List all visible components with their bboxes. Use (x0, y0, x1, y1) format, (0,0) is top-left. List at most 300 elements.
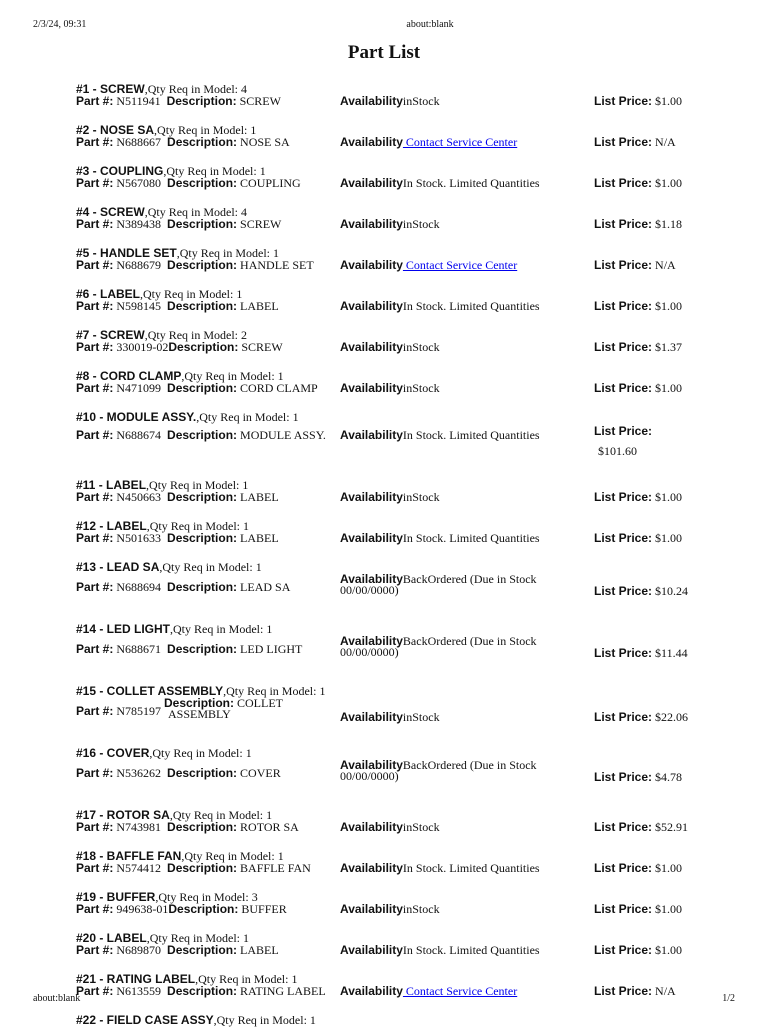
description-value: BAFFLE FAN (237, 861, 311, 875)
part-name: #14 - LED LIGHT (76, 622, 171, 636)
qty-text: ,Qty Req in Model: 1 (149, 746, 252, 760)
availability-value: inStock (402, 217, 440, 231)
part-entry (76, 1013, 696, 1029)
availability-value: In Stock. Limited Quantities (402, 299, 540, 313)
part-name: #1 - SCREW (76, 82, 145, 96)
part-list (76, 82, 696, 1029)
list-price-value: $1.00 (652, 176, 683, 190)
list-price-label: List Price: (594, 861, 653, 875)
qty-text: ,Qty Req in Model: 1 (146, 931, 250, 945)
description-value: LEAD SA (237, 580, 291, 594)
qty-text: ,Qty Req in Model: 1 (146, 519, 250, 533)
part-no-value: N743981 (113, 820, 162, 834)
price-cell (594, 342, 682, 353)
part-entry (76, 972, 696, 999)
availability-label: Availability (340, 258, 403, 272)
part-details (76, 574, 696, 608)
price-cell (594, 301, 682, 312)
description-value: LABEL (237, 490, 279, 504)
part-no-value: N688667 (113, 135, 162, 149)
part-name: #2 - NOSE SA (76, 123, 155, 137)
description-label: Description: (167, 299, 238, 313)
availability-label: Availability (340, 710, 403, 724)
list-price-label: List Price: (594, 943, 653, 957)
part-entry (76, 684, 696, 732)
part-name: #3 - COUPLING (76, 164, 164, 178)
availability-cell (340, 574, 537, 596)
availability-label: Availability (340, 634, 403, 648)
description-label: Description: (167, 258, 238, 272)
list-price-label: List Price: (594, 299, 653, 313)
qty-text: ,Qty Req in Model: 1 (181, 849, 284, 863)
description-value: LABEL (237, 943, 279, 957)
part-no-label: Part #: (76, 531, 114, 545)
part-number-cell (76, 863, 311, 874)
availability-label: Availability (340, 943, 403, 957)
part-number-cell (76, 822, 299, 833)
availability-value: In Stock. Limited Quantities (402, 176, 540, 190)
description-value: SCREW (236, 94, 281, 108)
availability-cell (340, 760, 537, 782)
availability-label: Availability (340, 758, 403, 772)
part-entry (76, 246, 696, 273)
availability-cell (340, 96, 440, 107)
availability-value: BackOrdered (Due in Stock (402, 572, 537, 586)
part-details (76, 533, 696, 546)
part-no-value: N598145 (113, 299, 162, 313)
part-number-cell (76, 582, 290, 593)
availability-cell (340, 383, 440, 394)
qty-text: ,Qty Req in Model: 1 (223, 684, 326, 698)
availability-label: Availability (340, 94, 403, 108)
page-title: Part List (347, 42, 421, 63)
part-no-label: Part #: (76, 642, 114, 656)
part-heading (76, 410, 696, 424)
part-entry (76, 890, 696, 917)
part-name: #20 - LABEL (76, 931, 147, 945)
part-no-label: Part #: (76, 766, 114, 780)
description-value: HANDLE SET (237, 258, 314, 272)
part-entry (76, 560, 696, 608)
availability-value: In Stock. Limited Quantities (402, 531, 540, 545)
availability-label: Availability (340, 176, 403, 190)
availability-label: Availability (340, 861, 403, 875)
price-cell (594, 260, 676, 271)
part-no-value: N511941 (113, 94, 161, 108)
description-label: Description: (168, 340, 239, 354)
part-name: #6 - LABEL (76, 287, 141, 301)
part-details (76, 137, 696, 150)
part-no-label: Part #: (76, 861, 114, 875)
availability-value: BackOrdered (Due in Stock (402, 634, 537, 648)
part-details (76, 863, 696, 876)
availability-cell (340, 712, 440, 723)
list-price-value: $52.91 (652, 820, 689, 834)
part-number-cell (76, 986, 326, 997)
availability-value: inStock (402, 490, 440, 504)
part-details (76, 260, 696, 273)
part-no-label: Part #: (76, 299, 114, 313)
part-no-label: Part #: (76, 984, 114, 998)
price-cell (594, 96, 682, 107)
part-number-cell (76, 768, 281, 779)
description-label: Description: (167, 531, 238, 545)
part-entry (76, 410, 696, 464)
part-number-cell (76, 342, 283, 353)
availability-cell (340, 533, 540, 544)
part-details (76, 383, 696, 396)
part-details (76, 760, 696, 794)
qty-text: ,Qty Req in Model: 1 (146, 478, 249, 492)
price-cell (594, 822, 688, 833)
description-value: RATING LABEL (237, 984, 326, 998)
description-label: Description: (168, 902, 239, 916)
part-entry (76, 519, 696, 546)
description-label: Description: (167, 490, 238, 504)
availability-cell (340, 492, 440, 503)
list-price-label: List Price: (594, 424, 653, 438)
list-price-value: $1.00 (652, 490, 683, 504)
qty-text: ,Qty Req in Model: 2 (144, 328, 248, 342)
price-cell (594, 137, 676, 148)
description-value: NOSE SA (237, 135, 290, 149)
part-details (76, 492, 696, 505)
description-label: Description: (167, 135, 238, 149)
part-no-value: N567080 (113, 176, 162, 190)
part-no-label: Part #: (76, 820, 114, 834)
part-number-cell (76, 706, 161, 717)
part-name: #18 - BAFFLE FAN (76, 849, 182, 863)
part-name: #19 - BUFFER (76, 890, 156, 904)
qty-text: ,Qty Req in Model: 1 (170, 622, 273, 636)
part-no-value: N389438 (113, 217, 162, 231)
part-entry (76, 931, 696, 958)
footer-url: about:blank (33, 993, 81, 1004)
description-label: Description: (166, 94, 237, 108)
availability-cell (340, 342, 440, 353)
list-price-value: $1.00 (652, 861, 683, 875)
part-heading (76, 1013, 696, 1027)
availability-label: Availability (340, 572, 403, 586)
part-no-value: N689870 (113, 943, 162, 957)
list-price-value: $1.00 (652, 943, 683, 957)
description-label: Description: (164, 696, 235, 710)
part-no-value: N688679 (113, 258, 162, 272)
availability-cell (340, 945, 540, 956)
availability-value: BackOrdered (Due in Stock (402, 758, 537, 772)
availability-label: Availability (340, 902, 403, 916)
part-details (76, 424, 696, 464)
part-name: #13 - LEAD SA (76, 560, 160, 574)
part-number-cell (76, 904, 287, 915)
price-cell (594, 772, 682, 783)
part-entry (76, 478, 696, 505)
price-cell (594, 426, 652, 457)
availability-cell (340, 822, 440, 833)
part-name: #7 - SCREW (76, 328, 145, 342)
description-value: LABEL (237, 531, 279, 545)
list-price-value: N/A (652, 984, 676, 998)
part-no-value: 949638-01 (113, 902, 169, 916)
list-price-value: $10.24 (652, 584, 689, 598)
list-price-value: $1.00 (652, 299, 683, 313)
description-value: SCREW (238, 340, 283, 354)
description-value: ROTOR SA (237, 820, 299, 834)
list-price-label: List Price: (594, 258, 653, 272)
list-price-label: List Price: (594, 381, 653, 395)
part-number-cell (76, 945, 279, 956)
list-price-value: N/A (652, 135, 676, 149)
price-cell (594, 648, 688, 659)
part-number-cell (76, 492, 279, 503)
description-value: LED LIGHT (237, 642, 303, 656)
part-no-label: Part #: (76, 217, 114, 231)
availability-value: inStock (402, 902, 440, 916)
price-cell (594, 383, 682, 394)
qty-text: ,Qty Req in Model: 1 (196, 410, 299, 424)
part-no-value: 330019-02 (113, 340, 169, 354)
part-no-label: Part #: (76, 704, 114, 718)
qty-text: ,Qty Req in Model: 1 (163, 164, 266, 178)
availability-value: inStock (402, 820, 440, 834)
part-name: #16 - COVER (76, 746, 150, 760)
description-label: Description: (167, 381, 238, 395)
list-price-label: List Price: (594, 710, 653, 724)
part-no-value: N450663 (113, 490, 162, 504)
description-cell (164, 698, 283, 720)
part-details (76, 698, 696, 732)
part-entry (76, 622, 696, 670)
page-indicator: 1/2 (722, 993, 735, 1004)
part-no-value: N536262 (113, 766, 162, 780)
part-name: #21 - RATING LABEL (76, 972, 196, 986)
part-number-cell (76, 178, 301, 189)
part-entry (76, 328, 696, 355)
availability-cell (340, 904, 440, 915)
part-no-label: Part #: (76, 94, 114, 108)
description-label: Description: (167, 820, 238, 834)
contact-service-center-link[interactable]: Contact Service Center (402, 135, 518, 149)
list-price-label: List Price: (594, 902, 653, 916)
part-details (76, 342, 696, 355)
part-entry (76, 123, 696, 150)
list-price-label: List Price: (594, 94, 653, 108)
contact-service-center-link[interactable]: Contact Service Center (402, 258, 518, 272)
description-value-line2: ASSEMBLY (168, 707, 231, 721)
description-label: Description: (167, 766, 238, 780)
price-cell (594, 178, 682, 189)
availability-label: Availability (340, 299, 403, 313)
availability-label: Availability (340, 984, 403, 998)
availability-value-line2: 00/00/0000) (340, 645, 399, 659)
part-no-label: Part #: (76, 490, 114, 504)
print-url: about:blank (406, 19, 454, 30)
price-cell (594, 219, 682, 230)
availability-cell (340, 219, 440, 230)
list-price-value: $101.60 (598, 444, 637, 458)
part-no-value: N501633 (113, 531, 162, 545)
availability-cell (340, 178, 540, 189)
part-name: #15 - COLLET ASSEMBLY (76, 684, 224, 698)
list-price-label: List Price: (594, 490, 653, 504)
part-entry (76, 808, 696, 835)
price-cell (594, 904, 682, 915)
availability-label: Availability (340, 340, 403, 354)
part-number-cell (76, 260, 314, 271)
description-label: Description: (167, 943, 238, 957)
part-details (76, 219, 696, 232)
availability-value: inStock (402, 94, 440, 108)
qty-text: ,Qty Req in Model: 1 (154, 123, 257, 137)
part-no-value: N471099 (113, 381, 162, 395)
description-label: Description: (167, 176, 238, 190)
part-no-value: N613559 (113, 984, 162, 998)
list-price-value: $11.44 (652, 646, 688, 660)
qty-text: ,Qty Req in Model: 1 (195, 972, 298, 986)
price-cell (594, 945, 682, 956)
qty-text: ,Qty Req in Model: 4 (144, 82, 248, 96)
availability-cell (340, 430, 540, 441)
list-price-label: List Price: (594, 984, 653, 998)
list-price-label: List Price: (594, 820, 653, 834)
part-details (76, 822, 696, 835)
availability-cell (340, 636, 537, 658)
description-value: BUFFER (238, 902, 287, 916)
print-header (0, 13, 768, 33)
list-price-value: N/A (652, 258, 676, 272)
list-price-label: List Price: (594, 584, 653, 598)
list-price-value: $4.78 (652, 770, 683, 784)
price-cell (594, 533, 682, 544)
part-no-label: Part #: (76, 943, 114, 957)
availability-value: In Stock. Limited Quantities (402, 943, 540, 957)
part-details (76, 636, 696, 670)
part-name: #17 - ROTOR SA (76, 808, 170, 822)
part-no-value: N688671 (113, 642, 162, 656)
part-details (76, 904, 696, 917)
part-number-cell (76, 301, 279, 312)
availability-label: Availability (340, 428, 403, 442)
list-price-label: List Price: (594, 770, 653, 784)
part-name: #8 - CORD CLAMP (76, 369, 182, 383)
part-entry (76, 205, 696, 232)
description-value: LABEL (237, 299, 279, 313)
part-no-value: N785197 (113, 704, 162, 718)
availability-value: inStock (402, 340, 440, 354)
description-label: Description: (167, 217, 238, 231)
price-cell (594, 863, 682, 874)
description-value: COUPLING (237, 176, 301, 190)
description-value: COVER (237, 766, 281, 780)
availability-value-line2: 00/00/0000) (340, 583, 399, 597)
part-name: #12 - LABEL (76, 519, 147, 533)
list-price-value: $1.00 (652, 531, 683, 545)
list-price-value: $1.37 (652, 340, 683, 354)
part-number-cell (76, 219, 281, 230)
part-no-label: Part #: (76, 902, 114, 916)
part-number-cell (76, 533, 279, 544)
list-price-value: $22.06 (652, 710, 689, 724)
list-price-label: List Price: (594, 646, 653, 660)
list-price-label: List Price: (594, 135, 653, 149)
availability-value: inStock (402, 710, 440, 724)
availability-cell (340, 260, 517, 271)
availability-value: In Stock. Limited Quantities (402, 428, 540, 442)
price-cell (594, 586, 688, 597)
description-label: Description: (167, 642, 238, 656)
qty-text: ,Qty Req in Model: 1 (176, 246, 280, 260)
availability-label: Availability (340, 820, 403, 834)
price-cell (594, 712, 688, 723)
part-entry (76, 164, 696, 191)
qty-text: ,Qty Req in Model: 1 (181, 369, 284, 383)
contact-service-center-link[interactable]: Contact Service Center (402, 984, 518, 998)
availability-label: Availability (340, 135, 403, 149)
qty-text: ,Qty Req in Model: 4 (144, 205, 248, 219)
part-no-value: N688674 (113, 428, 162, 442)
part-no-label: Part #: (76, 428, 114, 442)
part-number-cell (76, 644, 302, 655)
price-cell (594, 492, 682, 503)
part-name: #10 - MODULE ASSY. (76, 410, 197, 424)
availability-label: Availability (340, 531, 403, 545)
part-details (76, 986, 696, 999)
availability-cell (340, 863, 540, 874)
part-no-label: Part #: (76, 340, 114, 354)
part-no-value: N688694 (113, 580, 162, 594)
part-name: #11 - LABEL (76, 478, 147, 492)
part-no-label: Part #: (76, 135, 114, 149)
part-details (76, 96, 696, 109)
part-number-cell (76, 96, 281, 107)
part-no-label: Part #: (76, 258, 114, 272)
list-price-label: List Price: (594, 340, 653, 354)
list-price-value: $1.00 (652, 381, 683, 395)
part-entry (76, 287, 696, 314)
list-price-label: List Price: (594, 176, 653, 190)
list-price-label: List Price: (594, 217, 653, 231)
availability-label: Availability (340, 217, 403, 231)
list-price-label: List Price: (594, 531, 653, 545)
list-price-value: $1.18 (652, 217, 683, 231)
qty-text: ,Qty Req in Model: 1 (140, 287, 243, 301)
part-no-label: Part #: (76, 580, 114, 594)
part-name: #5 - HANDLE SET (76, 246, 177, 260)
part-number-cell (76, 137, 290, 148)
part-name: #4 - SCREW (76, 205, 145, 219)
availability-value: In Stock. Limited Quantities (402, 861, 540, 875)
print-datetime: 2/3/24, 09:31 (33, 19, 87, 30)
availability-cell (340, 986, 517, 997)
part-number-cell (76, 383, 318, 394)
availability-cell (340, 301, 540, 312)
availability-cell (340, 137, 517, 148)
price-cell (594, 986, 676, 997)
qty-text: ,Qty Req in Model: 1 (169, 808, 273, 822)
description-value: MODULE ASSY. (237, 428, 326, 442)
description-label: Description: (167, 984, 238, 998)
part-entry (76, 369, 696, 396)
qty-text: ,Qty Req in Model: 3 (155, 890, 258, 904)
part-entry (76, 82, 696, 109)
part-no-label: Part #: (76, 381, 114, 395)
description-label: Description: (167, 428, 238, 442)
description-label: Description: (167, 861, 238, 875)
list-price-value: $1.00 (652, 94, 683, 108)
part-details (76, 301, 696, 314)
availability-value: inStock (402, 381, 440, 395)
list-price-value: $1.00 (652, 902, 683, 916)
